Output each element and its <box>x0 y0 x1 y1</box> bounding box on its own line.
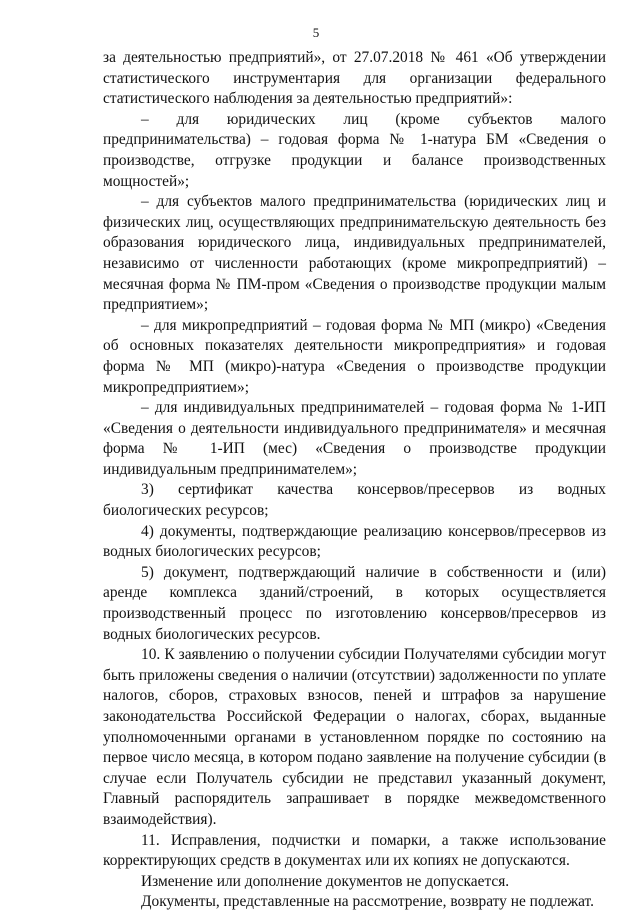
paragraph-small-business: – для субъектов малого предпринимательства (юридических лиц и физических лиц, осуществляющих предпринимательскую деятельность без образования юридического лица, индивидуальных предпринимателей, независимо от численности работающих (кроме микропредприятий) – месячная форма № ПМ-пром «Сведения о производстве продукции малым предприятием»; <box>103 193 606 314</box>
paragraph-item-4: 4) документы, подтверждающие реализацию консервов/пресервов из водных биологических ресурсов; <box>103 522 606 561</box>
paragraph-clause-10: 10. К заявлению о получении субсидии Получателями субсидии могут быть приложены сведения о наличии (отсутствии) задолженности по уплате налогов, сборов, страховых взносов, пеней и штрафов за нарушение законодательства Российской Федерации о налогах, сборах, выданные уполномоченными органами в установленном порядке по состоянию на первое число месяца, в котором подано заявление на получение субсидии (в случае если Получатель субсидии не представил указанный документ, Главный распорядитель запрашивает в порядке межведомственного взаимодействия). <box>103 646 606 828</box>
paragraph-item-3: 3) сертификат качества консервов/пресервов из водных биологических ресурсов; <box>103 481 606 520</box>
paragraph-micro-enterprises: – для микропредприятий – годовая форма № МП (микро) «Сведения об основных показателях деятельности микропредприятия» и годовая форма № МП (микро)-натура «Сведения о производстве продукции микропредприятием»; <box>103 316 606 396</box>
paragraph-individual-entrepreneurs: – для индивидуальных предпринимателей – годовая форма № 1-ИП «Сведения о деятельности индивидуального предпринимателя» и месячная форма № 1-ИП (мес) «Сведения о производстве продукции индивидуальным предпринимателем»; <box>103 399 606 478</box>
page-number: 5 <box>312 25 320 40</box>
paragraph-clause-11: 11. Исправления, подчистки и помарки, а также использование корректирующих средств в документах или их копиях не допускаются. <box>103 831 606 870</box>
paragraph-no-return: Документы, представленные на рассмотрение, возврату не подлежат. <box>141 893 594 911</box>
paragraph-continuation: за деятельностью предприятий», от 27.07.2018 № 461 «Об утверждении статистического инструментария для организации федерального статистического наблюдения за деятельностью предприятий»: <box>103 49 606 108</box>
paragraph-legal-entities: – для юридических лиц (кроме субъектов малого предпринимательства) – годовая форма № 1-натура БМ «Сведения о производстве, отгрузке продукции и балансе производственных мощностей»; <box>103 110 606 190</box>
paragraph-no-changes: Изменение или дополнение документов не допускается. <box>141 872 510 890</box>
paragraph-item-5: 5) документ, подтверждающий наличие в собственности и (или) аренде комплекса зданий/строений, в которых осуществляется производственный процесс по изготовлению консервов/пресервов из водных биологических ресурсов. <box>103 563 606 643</box>
document-body <box>103 48 606 913</box>
